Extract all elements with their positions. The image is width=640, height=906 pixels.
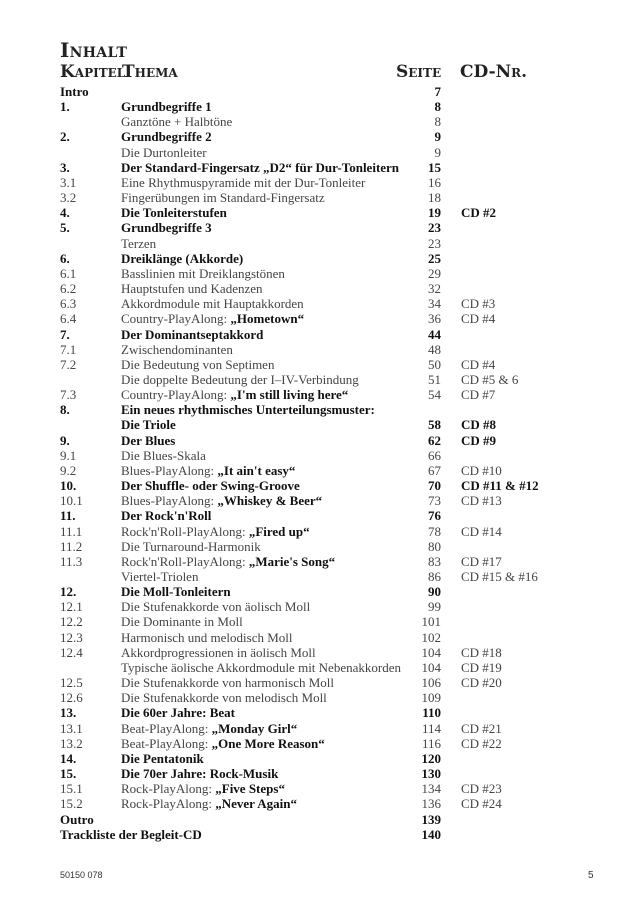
toc-title-bold: Grundbegriffe 1 bbox=[121, 99, 212, 115]
toc-title bbox=[121, 796, 297, 811]
toc-row bbox=[0, 463, 640, 478]
toc-number: 1. bbox=[60, 99, 70, 115]
toc-row bbox=[0, 402, 640, 417]
toc-title-text: Fingerübungen im Standard-Fingersatz bbox=[121, 190, 325, 206]
toc-number: 9.2 bbox=[60, 462, 77, 478]
toc-title-bold: „I'm still living here“ bbox=[230, 387, 349, 403]
toc-number: 12. bbox=[60, 584, 77, 600]
toc-title-text: Ganztöne + Halbtöne bbox=[121, 114, 233, 130]
toc-title-bold: Die 70er Jahre: Rock-Musik bbox=[121, 766, 279, 782]
toc-number: 4. bbox=[60, 205, 70, 221]
toc-title bbox=[121, 296, 304, 311]
toc-number: 13.1 bbox=[60, 720, 83, 736]
toc-number: 3.1 bbox=[60, 174, 77, 190]
toc-title bbox=[121, 614, 243, 629]
toc-title-bold: „Hometown“ bbox=[230, 311, 305, 327]
toc-row bbox=[0, 705, 640, 720]
toc-title bbox=[121, 236, 156, 251]
toc-page: 104 bbox=[421, 659, 441, 675]
toc-row bbox=[0, 357, 640, 372]
toc-number: 6.1 bbox=[60, 265, 77, 281]
toc-title-text: Zwischendominanten bbox=[121, 341, 233, 357]
toc-title-text: Beat-PlayAlong: bbox=[121, 720, 212, 736]
toc-page: 106 bbox=[421, 675, 441, 691]
toc-number: 11.2 bbox=[60, 538, 83, 554]
toc-page: 50 bbox=[428, 356, 441, 372]
toc-row bbox=[0, 796, 640, 811]
toc-title bbox=[121, 645, 316, 660]
toc-number: 9. bbox=[60, 432, 70, 448]
toc-page: 116 bbox=[421, 735, 441, 751]
toc-number: 13.2 bbox=[60, 735, 83, 751]
toc-cd: CD #4 bbox=[461, 356, 496, 372]
toc-title bbox=[121, 675, 334, 690]
toc-number: 6. bbox=[60, 250, 70, 266]
toc-title bbox=[121, 372, 359, 387]
toc-title bbox=[121, 251, 243, 266]
toc-title-text: Rock'n'Roll-PlayAlong: bbox=[121, 523, 249, 539]
toc-number: 7.2 bbox=[60, 356, 77, 372]
toc-number: 11.3 bbox=[60, 553, 83, 569]
toc-title-text: Die Stufenakkorde von melodisch Moll bbox=[121, 690, 327, 706]
toc-page: 78 bbox=[428, 523, 441, 539]
toc-page: 83 bbox=[428, 553, 441, 569]
toc-row bbox=[0, 160, 640, 175]
toc-title-bold: Ein neues rhythmisches Unterteilungsmuster: bbox=[121, 402, 375, 418]
toc-cd: CD #13 bbox=[461, 493, 502, 509]
toc-row bbox=[0, 781, 640, 796]
toc-page: 15 bbox=[428, 159, 441, 175]
toc-page: 99 bbox=[428, 599, 441, 615]
toc-row bbox=[0, 448, 640, 463]
toc-title bbox=[121, 281, 263, 296]
toc-page: 120 bbox=[421, 750, 441, 766]
toc-cd: CD #9 bbox=[461, 432, 497, 448]
toc-row bbox=[0, 493, 640, 508]
toc-page: 90 bbox=[428, 584, 441, 600]
toc-title-bold: „Five Steps“ bbox=[215, 781, 285, 797]
toc-row bbox=[0, 220, 640, 235]
toc-cd: CD #3 bbox=[461, 296, 496, 312]
toc-title bbox=[121, 584, 231, 599]
toc-title-bold: „Marie's Song“ bbox=[248, 553, 336, 569]
toc-page: 80 bbox=[428, 538, 441, 554]
toc-page: 102 bbox=[421, 629, 441, 645]
toc-row bbox=[0, 372, 640, 387]
toc-title-bold: Dreiklänge (Akkorde) bbox=[121, 250, 244, 266]
toc-page: 23 bbox=[428, 220, 441, 236]
toc-number: 9.1 bbox=[60, 447, 77, 463]
toc-title bbox=[121, 311, 304, 326]
toc-title bbox=[121, 539, 261, 554]
toc-title bbox=[121, 766, 278, 781]
toc-row bbox=[0, 645, 640, 660]
toc-title-text: Blues-PlayAlong: bbox=[121, 493, 218, 509]
toc-page: 23 bbox=[428, 235, 441, 251]
footer-code: 50150 078 bbox=[60, 870, 103, 880]
toc-title-bold: Die Tonleiterstufen bbox=[121, 205, 227, 221]
toc-number: 10. bbox=[60, 478, 77, 494]
toc-row bbox=[0, 751, 640, 766]
toc-cd: CD #19 bbox=[461, 659, 502, 675]
toc-row bbox=[0, 433, 640, 448]
toc-page: 101 bbox=[421, 614, 441, 630]
toc-title-text: Die Durtonleiter bbox=[121, 144, 207, 160]
toc-row bbox=[0, 205, 640, 220]
toc-title-bold: „Never Again“ bbox=[215, 796, 297, 812]
toc-title bbox=[121, 129, 212, 144]
toc-row bbox=[0, 236, 640, 251]
toc-number: 12.6 bbox=[60, 690, 83, 706]
toc-number: 7.1 bbox=[60, 341, 77, 357]
toc-title-text: Rock'n'Roll-PlayAlong: bbox=[121, 553, 249, 569]
toc-title-text: Harmonisch und melodisch Moll bbox=[121, 629, 293, 645]
toc-title bbox=[121, 205, 227, 220]
toc-page: 48 bbox=[428, 341, 441, 357]
toc-page: 134 bbox=[421, 781, 441, 797]
toc-number: 8. bbox=[60, 402, 70, 418]
toc-row bbox=[0, 281, 640, 296]
toc-row bbox=[0, 827, 640, 842]
toc-cd: CD #14 bbox=[461, 523, 502, 539]
toc-title bbox=[121, 705, 235, 720]
toc-row bbox=[0, 630, 640, 645]
toc-row bbox=[0, 721, 640, 736]
toc-title bbox=[121, 781, 285, 796]
toc-title bbox=[121, 736, 325, 751]
toc-number: 2. bbox=[60, 129, 70, 145]
toc-title bbox=[121, 220, 212, 235]
toc-page: 110 bbox=[422, 705, 441, 721]
toc-title-text: Eine Rhythmuspyramide mit der Dur-Tonleiter bbox=[121, 174, 366, 190]
toc-title bbox=[121, 554, 335, 569]
toc-title bbox=[121, 721, 297, 736]
toc-page: 9 bbox=[434, 129, 441, 145]
toc-number: 6.3 bbox=[60, 296, 77, 312]
toc-title-text: Die Bedeutung von Septimen bbox=[121, 356, 275, 372]
toc-row bbox=[0, 266, 640, 281]
toc-cd: CD #8 bbox=[461, 417, 497, 433]
toc-title-text: Country-PlayAlong: bbox=[121, 311, 231, 327]
toc-page: 36 bbox=[428, 311, 441, 327]
toc-number: Intro bbox=[60, 84, 89, 99]
toc-page: 67 bbox=[428, 462, 441, 478]
toc-title-bold: „One More Reason“ bbox=[211, 735, 325, 751]
toc-title bbox=[121, 190, 325, 205]
toc-cd: CD #2 bbox=[461, 205, 497, 221]
toc-row bbox=[0, 584, 640, 599]
toc-number: 12.1 bbox=[60, 599, 83, 615]
toc-page: 9 bbox=[434, 144, 441, 160]
toc-cd: CD #15 & #16 bbox=[461, 569, 538, 584]
toc-cd: CD #7 bbox=[461, 387, 496, 403]
toc-number: 15. bbox=[60, 766, 77, 782]
toc-cd: CD #20 bbox=[461, 675, 502, 691]
toc-title-bold: Der Dominantseptakkord bbox=[121, 326, 264, 342]
toc-number: 12.2 bbox=[60, 614, 83, 630]
toc-cd: CD #24 bbox=[461, 796, 502, 812]
toc-row bbox=[0, 524, 640, 539]
toc-title-bold: Grundbegriffe 3 bbox=[121, 220, 212, 236]
toc-row bbox=[0, 145, 640, 160]
toc-page: 73 bbox=[428, 493, 441, 509]
toc-title-text: Hauptstufen und Kadenzen bbox=[121, 281, 263, 297]
toc-title-text: Typische äolische Akkordmodule mit Nebenakkorden bbox=[121, 659, 401, 675]
toc-title bbox=[121, 402, 375, 417]
toc-row bbox=[0, 766, 640, 781]
toc-title bbox=[121, 599, 310, 614]
toc-title-bold: Der Blues bbox=[121, 432, 176, 448]
toc-page: 62 bbox=[428, 432, 441, 448]
footer-page-number: 5 bbox=[588, 870, 594, 881]
toc-list bbox=[0, 84, 640, 842]
toc-cd: CD #17 bbox=[461, 553, 502, 569]
toc-title bbox=[121, 114, 232, 129]
toc-title bbox=[121, 175, 365, 190]
toc-title-text: Die Turnaround-Harmonik bbox=[121, 538, 261, 554]
toc-page: 86 bbox=[428, 569, 441, 584]
toc-page: 18 bbox=[428, 190, 441, 206]
toc-page: 16 bbox=[428, 174, 441, 190]
toc-title bbox=[121, 99, 212, 114]
toc-page: 8 bbox=[434, 99, 441, 115]
toc-row bbox=[0, 675, 640, 690]
toc-number: 10.1 bbox=[60, 493, 83, 509]
toc-page: 114 bbox=[421, 720, 441, 736]
header-cd: CD-Nr. bbox=[460, 62, 528, 82]
toc-title-bold: Die Triole bbox=[121, 417, 176, 433]
toc-title bbox=[121, 357, 274, 372]
toc-title-bold: „It ain't easy“ bbox=[217, 462, 296, 478]
toc-title-bold: Die Pentatonik bbox=[121, 750, 204, 766]
toc-number: 12.4 bbox=[60, 644, 83, 660]
toc-number: Outro bbox=[60, 811, 94, 827]
toc-page: 29 bbox=[428, 265, 441, 281]
toc-title-text: Blues-PlayAlong: bbox=[121, 462, 218, 478]
toc-row bbox=[0, 614, 640, 629]
toc-title bbox=[121, 751, 204, 766]
toc-page: 7 bbox=[434, 84, 441, 99]
toc-page: 109 bbox=[421, 690, 441, 706]
toc-page: 8 bbox=[434, 114, 441, 130]
toc-title-bold: „Whiskey & Beer“ bbox=[217, 493, 323, 509]
header-chapter: Kapitel bbox=[60, 62, 126, 82]
toc-title-text: Die Stufenakkorde von harmonisch Moll bbox=[121, 675, 335, 691]
toc-cd: CD #10 bbox=[461, 462, 502, 478]
toc-title bbox=[121, 478, 300, 493]
toc-page: 19 bbox=[428, 205, 441, 221]
toc-title-text: Basslinien mit Dreiklangstönen bbox=[121, 265, 285, 281]
toc-title-text: Beat-PlayAlong: bbox=[121, 735, 212, 751]
toc-row bbox=[0, 84, 640, 99]
toc-cd: CD #11 & #12 bbox=[461, 478, 539, 494]
toc-cd: CD #5 & 6 bbox=[461, 371, 519, 387]
toc-row bbox=[0, 99, 640, 114]
toc-number: 11. bbox=[60, 508, 76, 524]
toc-cd: CD #18 bbox=[461, 644, 502, 660]
toc-row bbox=[0, 736, 640, 751]
toc-row bbox=[0, 190, 640, 205]
toc-title bbox=[121, 327, 263, 342]
toc-title-bold: Der Shuffle- oder Swing-Groove bbox=[121, 478, 300, 494]
toc-row bbox=[0, 311, 640, 326]
toc-row bbox=[0, 539, 640, 554]
toc-page: 32 bbox=[428, 281, 441, 297]
toc-row bbox=[0, 690, 640, 705]
page-title: Inhalt bbox=[60, 38, 128, 62]
toc-number: 12.3 bbox=[60, 629, 83, 645]
toc-page: 34 bbox=[428, 296, 441, 312]
toc-row bbox=[0, 417, 640, 432]
toc-title bbox=[121, 630, 293, 645]
toc-page: 70 bbox=[428, 478, 441, 494]
toc-row bbox=[0, 114, 640, 129]
toc-row bbox=[0, 599, 640, 614]
toc-title-text: Country-PlayAlong: bbox=[121, 387, 231, 403]
toc-title-text: Die Stufenakkorde von äolisch Moll bbox=[121, 599, 311, 615]
toc-page: 54 bbox=[428, 387, 441, 403]
toc-row bbox=[0, 251, 640, 266]
toc-title-bold: Die Moll-Tonleitern bbox=[121, 584, 231, 600]
toc-row bbox=[0, 554, 640, 569]
toc-title bbox=[121, 160, 399, 175]
toc-title-text: Akkordmodule mit Hauptakkorden bbox=[121, 296, 304, 312]
toc-row bbox=[0, 296, 640, 311]
toc-title bbox=[121, 463, 295, 478]
toc-page: 136 bbox=[421, 796, 441, 812]
toc-title-text: Rock-PlayAlong: bbox=[121, 796, 216, 812]
toc-row bbox=[0, 478, 640, 493]
toc-number: 11.1 bbox=[60, 523, 83, 539]
toc-page: 139 bbox=[421, 811, 441, 827]
toc-title bbox=[121, 524, 310, 539]
toc-number: 5. bbox=[60, 220, 70, 236]
toc-page: 58 bbox=[428, 417, 441, 433]
toc-page: 104 bbox=[421, 644, 441, 660]
toc-number: 15.2 bbox=[60, 796, 83, 812]
toc-number: 7. bbox=[60, 326, 70, 342]
toc-title-bold: Der Standard-Fingersatz „D2“ für Dur-Tonleitern bbox=[121, 159, 400, 175]
toc-title bbox=[121, 145, 207, 160]
toc-cd: CD #21 bbox=[461, 720, 502, 736]
toc-row bbox=[0, 327, 640, 342]
toc-row bbox=[0, 508, 640, 523]
toc-title bbox=[121, 493, 322, 508]
toc-page: 140 bbox=[421, 826, 441, 842]
toc-title bbox=[121, 569, 198, 584]
toc-title bbox=[121, 342, 233, 357]
toc-title-bold: „Fired up“ bbox=[248, 523, 310, 539]
toc-page: 130 bbox=[421, 766, 441, 782]
toc-number: 12.5 bbox=[60, 675, 83, 691]
toc-row bbox=[0, 812, 640, 827]
toc-row bbox=[0, 342, 640, 357]
toc-title bbox=[121, 266, 285, 281]
toc-title-text: Rock-PlayAlong: bbox=[121, 781, 216, 797]
toc-title-text: Die Dominante in Moll bbox=[121, 614, 243, 630]
toc-title-text: Viertel-Triolen bbox=[121, 569, 199, 584]
toc-title-text: Die doppelte Bedeutung der I–IV-Verbindung bbox=[121, 371, 359, 387]
toc-title-bold: Der Rock'n'Roll bbox=[121, 508, 212, 524]
toc-number: 3. bbox=[60, 159, 70, 175]
toc-title bbox=[121, 417, 176, 432]
toc-title-bold: „Monday Girl“ bbox=[211, 720, 298, 736]
toc-title-text: Akkordprogressionen in äolisch Moll bbox=[121, 644, 316, 660]
toc-cd: CD #22 bbox=[461, 735, 502, 751]
toc-cd: CD #4 bbox=[461, 311, 496, 327]
toc-cd: CD #23 bbox=[461, 781, 502, 797]
toc-title-bold: Grundbegriffe 2 bbox=[121, 129, 212, 145]
toc-page: 76 bbox=[428, 508, 441, 524]
toc-title bbox=[121, 508, 211, 523]
toc-page: 44 bbox=[428, 326, 441, 342]
toc-title bbox=[121, 387, 348, 402]
header-page: Seite bbox=[396, 62, 442, 82]
toc-number: 15.1 bbox=[60, 781, 83, 797]
toc-number: Trackliste der Begleit-CD bbox=[60, 826, 202, 842]
toc-page: 51 bbox=[428, 371, 441, 387]
toc-row bbox=[0, 387, 640, 402]
toc-title bbox=[121, 660, 401, 675]
toc-number: 6.2 bbox=[60, 281, 77, 297]
toc-title bbox=[121, 690, 327, 705]
toc-title bbox=[121, 448, 206, 463]
toc-title-text: Terzen bbox=[121, 235, 157, 251]
toc-number: 14. bbox=[60, 750, 77, 766]
toc-title-text: Die Blues-Skala bbox=[121, 447, 206, 463]
toc-number: 6.4 bbox=[60, 311, 77, 327]
toc-number: 3.2 bbox=[60, 190, 77, 206]
toc-number: 13. bbox=[60, 705, 77, 721]
toc-row bbox=[0, 175, 640, 190]
toc-page: 25 bbox=[428, 250, 441, 266]
toc-page: 66 bbox=[428, 447, 441, 463]
toc-title bbox=[121, 433, 175, 448]
toc-row bbox=[0, 660, 640, 675]
header-topic: Thema bbox=[122, 62, 178, 82]
toc-title-bold: Die 60er Jahre: Beat bbox=[121, 705, 235, 721]
toc-row bbox=[0, 569, 640, 584]
toc-number: 7.3 bbox=[60, 387, 77, 403]
toc-row bbox=[0, 129, 640, 144]
